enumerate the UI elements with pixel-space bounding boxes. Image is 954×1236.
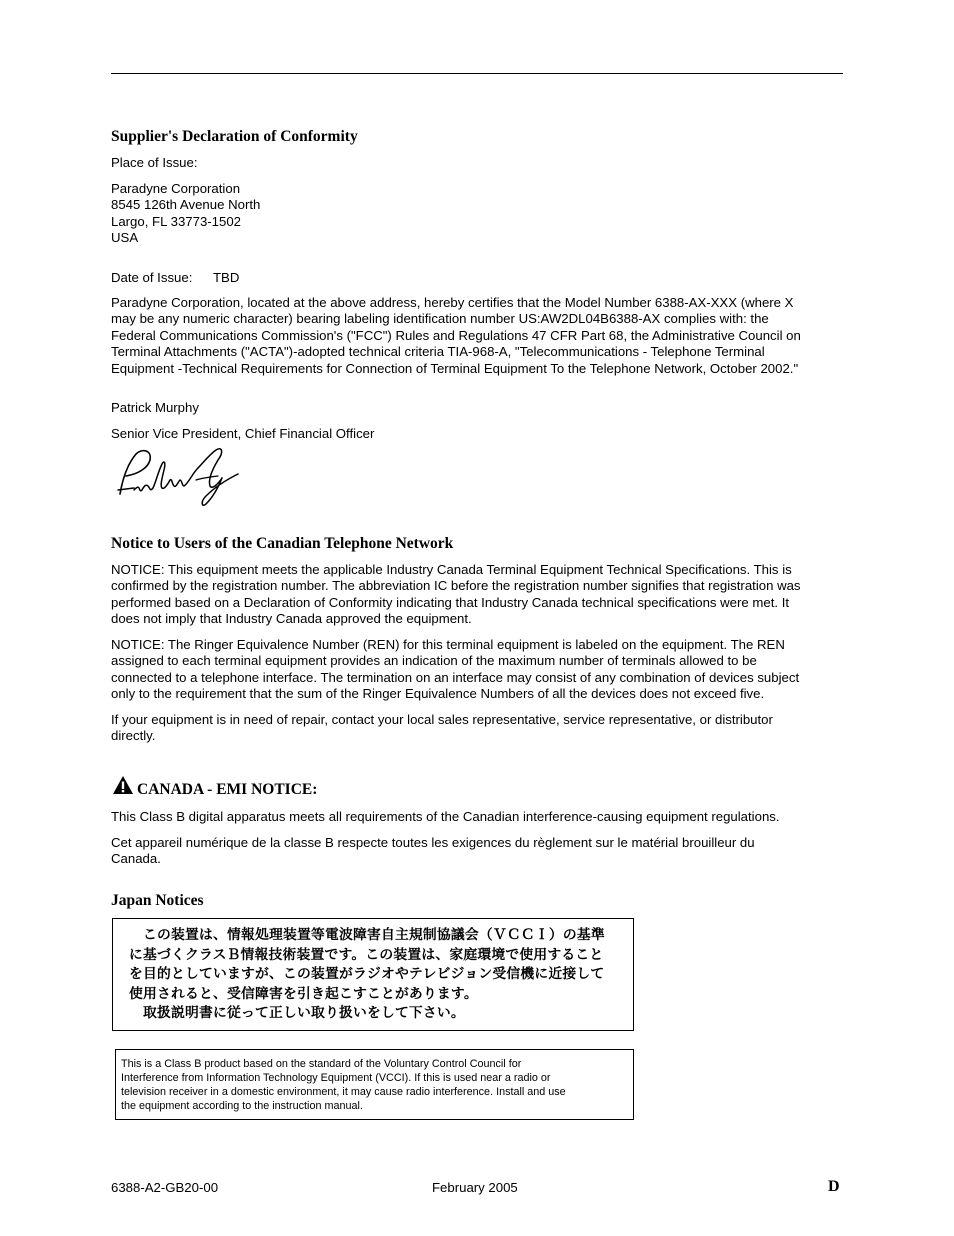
- emi-french-paragraph: [111, 835, 846, 868]
- japanese-line: 使用されると、受信障害を引き起こすことがあります。: [129, 986, 478, 1002]
- canadian-notice-paragraph: [111, 562, 846, 628]
- paragraph-line: NOTICE: This equipment meets the applicable Industry Canada Terminal Equipment Technical Specifications. This is: [111, 562, 792, 577]
- paragraph-line: performed based on a Declaration of Conformity indicating that Industry Canada technical specifications were met. It: [111, 594, 790, 610]
- repair-paragraph: [111, 712, 846, 745]
- paragraph-line: Paradyne Corporation, located at the above address, hereby certifies that the Model Number 6388-AX-XXX (where X: [111, 295, 794, 310]
- ren-notice-paragraph: [111, 637, 846, 703]
- footer-doc-number: 6388-A2-GB20-00: [111, 1180, 219, 1195]
- japanese-line: 取扱説明書に従って正しい取り扱いをして下さい。: [129, 1005, 465, 1021]
- signer-name: Patrick Murphy: [111, 400, 199, 415]
- footer-date: February 2005: [432, 1180, 518, 1195]
- japanese-line: を目的としていますが、この装置がラジオやテレビジョン受信機に近接して: [129, 966, 605, 982]
- place-of-issue-label: Place of Issue:: [111, 155, 198, 170]
- paragraph-line: Canada.: [111, 851, 161, 867]
- emi-english-text: This Class B digital apparatus meets all requirements of the Canadian interference-causing equipment regulations.: [111, 809, 780, 824]
- date-of-issue-label: Date of Issue:: [111, 270, 193, 285]
- japan-heading: Japan Notices: [111, 892, 204, 909]
- english-notice-line: television receiver in a domestic environment, it may cause radio interference. Install and use: [121, 1086, 566, 1098]
- english-notice-line: Interference from Information Technology Equipment (VCCI). If this is used near a radio or: [121, 1072, 551, 1084]
- paragraph-line: does not imply that Industry Canada approved the equipment.: [111, 611, 472, 627]
- paragraph-line: Cet appareil numérique de la classe B respecte toutes les exigences du règlement sur le matérial brouilleur du: [111, 835, 755, 850]
- paragraph-line: NOTICE: The Ringer Equivalence Number (REN) for this terminal equipment is labeled on the equipment. The REN: [111, 637, 785, 652]
- english-notice-line: This is a Class B product based on the standard of the Voluntary Control Council for: [121, 1058, 522, 1070]
- paragraph-line: Equipment -Technical Requirements for Connection of Terminal Equipment To the Telephone Network, October 2002.": [111, 360, 799, 376]
- paragraph-line: If your equipment is in need of repair, contact your local sales representative, service representative, or distributor: [111, 712, 773, 727]
- address-line: Largo, FL 33773-1502: [111, 213, 242, 229]
- signer-title: Senior Vice President, Chief Financial Officer: [111, 426, 375, 441]
- paragraph-line: confirmed by the registration number. The abbreviation IC before the registration number signifies that registration was: [111, 578, 801, 594]
- paragraph-line: Federal Communications Commission's ("FCC") Rules and Regulations 47 CFR Part 68, the Administrative Council on: [111, 327, 801, 343]
- canadian-heading: Notice to Users of the Canadian Telephone Network: [111, 535, 454, 552]
- signature-image: [112, 444, 244, 508]
- warning-icon: [112, 775, 134, 795]
- supplier-heading: Supplier's Declaration of Conformity: [111, 128, 358, 145]
- supplier-address: [111, 181, 846, 247]
- address-line: 8545 126th Avenue North: [111, 197, 261, 213]
- japanese-line: に基づくクラスＢ情報技術装置です。この装置は、家庭環境で使用すること: [129, 947, 604, 963]
- paragraph-line: Terminal Attachments ("ACTA")-adopted technical criteria TIA-968-A, "Telecommunications - Telephone Terminal: [111, 344, 765, 360]
- paragraph-line: connected to a telephone interface. The termination on an interface may consist of any combination of devices subject: [111, 669, 800, 685]
- english-notice-box: [115, 1049, 634, 1120]
- paragraph-line: only to the requirement that the sum of the Ringer Equivalence Numbers of all the devices does not exceed five.: [111, 686, 765, 702]
- emi-heading: CANADA - EMI NOTICE:: [137, 781, 318, 798]
- paragraph-line: assigned to each terminal equipment provides an indication of the maximum number of terminals allowed to be: [111, 653, 757, 669]
- japanese-line: この装置は、情報処理装置等電波障害自主規制協議会（ＶＣＣＩ）の基準: [129, 927, 605, 943]
- footer-page-number: D: [828, 1178, 840, 1195]
- english-notice-line: the equipment according to the instruction manual.: [121, 1100, 363, 1112]
- certification-paragraph: [111, 295, 846, 377]
- date-of-issue-value: TBD: [213, 270, 240, 285]
- paragraph-line: directly.: [111, 728, 156, 744]
- paragraph-line: may be any numeric character) bearing labeling identification number US:AW2DL04B6388-AX complies with: the: [111, 311, 769, 327]
- address-line: USA: [111, 230, 139, 246]
- header-rule: [111, 73, 843, 74]
- address-line: Paradyne Corporation: [111, 181, 241, 196]
- japanese-notice-box: [112, 918, 634, 1031]
